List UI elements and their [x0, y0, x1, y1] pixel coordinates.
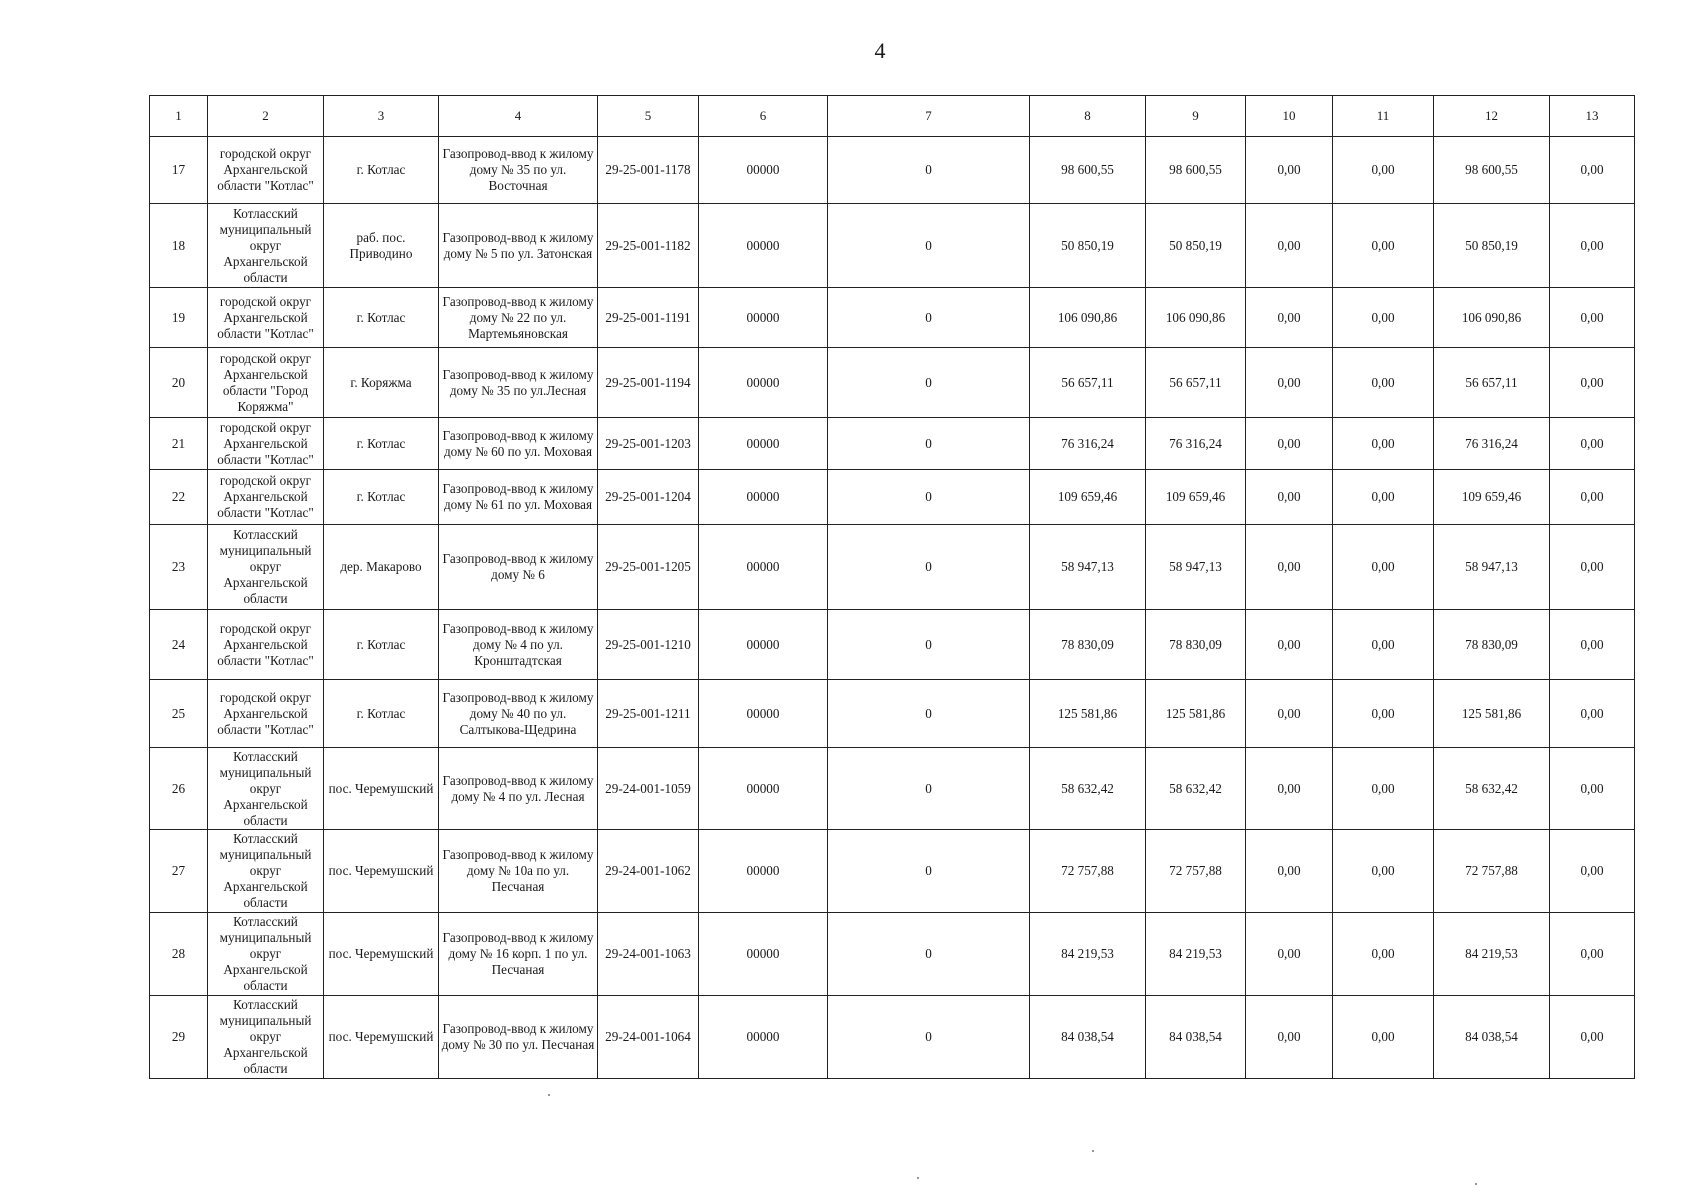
column-7-value-cell: 0 [828, 204, 1030, 288]
column-7-value-cell: 0 [828, 418, 1030, 470]
column-12-amount-cell: 84 038,54 [1434, 996, 1550, 1079]
municipality-cell: городской округ Архангельской области "Котлас" [208, 470, 324, 525]
code-00000-cell: 00000 [699, 748, 828, 830]
column-11-amount-cell: 0,00 [1333, 470, 1434, 525]
column-header-2: 2 [208, 96, 324, 137]
object-code-cell: 29-24-001-1059 [598, 748, 699, 830]
column-7-value-cell: 0 [828, 348, 1030, 418]
object-name-cell: Газопровод-ввод к жилому дому № 35 по ул.Лесная [439, 348, 598, 418]
object-code-cell: 29-25-001-1191 [598, 288, 699, 348]
object-code-cell: 29-25-001-1210 [598, 610, 699, 680]
column-9-amount-cell: 72 757,88 [1146, 830, 1246, 913]
column-number-row [150, 96, 1635, 137]
object-code-cell: 29-24-001-1064 [598, 996, 699, 1079]
column-11-amount-cell: 0,00 [1333, 204, 1434, 288]
column-12-amount-cell: 76 316,24 [1434, 418, 1550, 470]
column-header-7: 7 [828, 96, 1030, 137]
column-header-4: 4 [439, 96, 598, 137]
column-header-5: 5 [598, 96, 699, 137]
object-name-cell: Газопровод-ввод к жилому дому № 35 по ул. Восточная [439, 137, 598, 204]
column-9-amount-cell: 109 659,46 [1146, 470, 1246, 525]
column-13-amount-cell: 0,00 [1550, 680, 1635, 748]
code-00000-cell: 00000 [699, 137, 828, 204]
column-12-amount-cell: 109 659,46 [1434, 470, 1550, 525]
column-9-amount-cell: 56 657,11 [1146, 348, 1246, 418]
column-7-value-cell: 0 [828, 525, 1030, 610]
column-12-amount-cell: 50 850,19 [1434, 204, 1550, 288]
object-code-cell: 29-25-001-1178 [598, 137, 699, 204]
settlement-cell: раб. пос. Приводино [324, 204, 439, 288]
column-10-amount-cell: 0,00 [1246, 204, 1333, 288]
column-11-amount-cell: 0,00 [1333, 418, 1434, 470]
row-number-cell: 17 [150, 137, 208, 204]
object-code-cell: 29-25-001-1203 [598, 418, 699, 470]
table-row [150, 288, 1635, 348]
row-number-cell: 21 [150, 418, 208, 470]
column-12-amount-cell: 125 581,86 [1434, 680, 1550, 748]
column-10-amount-cell: 0,00 [1246, 680, 1333, 748]
scan-speck [548, 1094, 550, 1096]
object-name-cell: Газопровод-ввод к жилому дому № 6 [439, 525, 598, 610]
column-13-amount-cell: 0,00 [1550, 418, 1635, 470]
code-00000-cell: 00000 [699, 610, 828, 680]
municipality-cell: городской округ Архангельской области "Котлас" [208, 610, 324, 680]
table-row [150, 525, 1635, 610]
row-number-cell: 20 [150, 348, 208, 418]
column-8-amount-cell: 76 316,24 [1030, 418, 1146, 470]
column-11-amount-cell: 0,00 [1333, 830, 1434, 913]
column-header-6: 6 [699, 96, 828, 137]
column-13-amount-cell: 0,00 [1550, 748, 1635, 830]
table-row [150, 470, 1635, 525]
column-8-amount-cell: 50 850,19 [1030, 204, 1146, 288]
row-number-cell: 25 [150, 680, 208, 748]
column-12-amount-cell: 78 830,09 [1434, 610, 1550, 680]
column-9-amount-cell: 106 090,86 [1146, 288, 1246, 348]
column-header-8: 8 [1030, 96, 1146, 137]
municipality-cell: Котласский муниципальный округ Архангельской области [208, 525, 324, 610]
column-12-amount-cell: 58 947,13 [1434, 525, 1550, 610]
column-8-amount-cell: 98 600,55 [1030, 137, 1146, 204]
scan-speck [917, 1177, 919, 1179]
column-header-13: 13 [1550, 96, 1635, 137]
code-00000-cell: 00000 [699, 418, 828, 470]
object-code-cell: 29-24-001-1063 [598, 913, 699, 996]
column-7-value-cell: 0 [828, 830, 1030, 913]
column-header-9: 9 [1146, 96, 1246, 137]
table-row [150, 137, 1635, 204]
table-body [150, 137, 1635, 1079]
column-header-1: 1 [150, 96, 208, 137]
column-header-11: 11 [1333, 96, 1434, 137]
column-11-amount-cell: 0,00 [1333, 610, 1434, 680]
code-00000-cell: 00000 [699, 470, 828, 525]
table-row [150, 204, 1635, 288]
column-10-amount-cell: 0,00 [1246, 748, 1333, 830]
column-8-amount-cell: 84 219,53 [1030, 913, 1146, 996]
object-name-cell: Газопровод-ввод к жилому дому № 4 по ул. Лесная [439, 748, 598, 830]
column-10-amount-cell: 0,00 [1246, 348, 1333, 418]
code-00000-cell: 00000 [699, 996, 828, 1079]
table-header [150, 96, 1635, 137]
column-8-amount-cell: 56 657,11 [1030, 348, 1146, 418]
table-row [150, 913, 1635, 996]
column-10-amount-cell: 0,00 [1246, 830, 1333, 913]
municipality-cell: городской округ Архангельской области "Котлас" [208, 137, 324, 204]
row-number-cell: 29 [150, 996, 208, 1079]
column-9-amount-cell: 50 850,19 [1146, 204, 1246, 288]
settlement-cell: г. Котлас [324, 288, 439, 348]
object-name-cell: Газопровод-ввод к жилому дому № 60 по ул. Моховая [439, 418, 598, 470]
scan-speck [1475, 1183, 1477, 1185]
column-8-amount-cell: 72 757,88 [1030, 830, 1146, 913]
municipality-cell: городской округ Архангельской области "Котлас" [208, 288, 324, 348]
column-7-value-cell: 0 [828, 748, 1030, 830]
column-12-amount-cell: 84 219,53 [1434, 913, 1550, 996]
settlement-cell: г. Котлас [324, 680, 439, 748]
settlement-cell: г. Коряжма [324, 348, 439, 418]
column-11-amount-cell: 0,00 [1333, 996, 1434, 1079]
municipality-cell: Котласский муниципальный округ Архангельской области [208, 748, 324, 830]
settlement-cell: г. Котлас [324, 610, 439, 680]
column-7-value-cell: 0 [828, 610, 1030, 680]
municipality-cell: Котласский муниципальный округ Архангельской области [208, 996, 324, 1079]
row-number-cell: 28 [150, 913, 208, 996]
municipality-cell: Котласский муниципальный округ Архангельской области [208, 204, 324, 288]
code-00000-cell: 00000 [699, 288, 828, 348]
object-name-cell: Газопровод-ввод к жилому дому № 5 по ул. Затонская [439, 204, 598, 288]
settlement-cell: дер. Макарово [324, 525, 439, 610]
code-00000-cell: 00000 [699, 204, 828, 288]
column-8-amount-cell: 109 659,46 [1030, 470, 1146, 525]
code-00000-cell: 00000 [699, 830, 828, 913]
column-12-amount-cell: 58 632,42 [1434, 748, 1550, 830]
column-10-amount-cell: 0,00 [1246, 913, 1333, 996]
object-code-cell: 29-25-001-1182 [598, 204, 699, 288]
settlement-cell: пос. Черемушский [324, 913, 439, 996]
column-8-amount-cell: 58 947,13 [1030, 525, 1146, 610]
column-12-amount-cell: 106 090,86 [1434, 288, 1550, 348]
table-row [150, 748, 1635, 830]
column-8-amount-cell: 78 830,09 [1030, 610, 1146, 680]
column-10-amount-cell: 0,00 [1246, 470, 1333, 525]
object-name-cell: Газопровод-ввод к жилому дому № 10а по ул. Песчаная [439, 830, 598, 913]
column-7-value-cell: 0 [828, 288, 1030, 348]
table-row [150, 348, 1635, 418]
column-13-amount-cell: 0,00 [1550, 137, 1635, 204]
column-11-amount-cell: 0,00 [1333, 137, 1434, 204]
table-row [150, 996, 1635, 1079]
row-number-cell: 19 [150, 288, 208, 348]
column-10-amount-cell: 0,00 [1246, 996, 1333, 1079]
table-row [150, 680, 1635, 748]
column-11-amount-cell: 0,00 [1333, 913, 1434, 996]
settlement-cell: пос. Черемушский [324, 830, 439, 913]
column-8-amount-cell: 84 038,54 [1030, 996, 1146, 1079]
column-7-value-cell: 0 [828, 913, 1030, 996]
object-code-cell: 29-24-001-1062 [598, 830, 699, 913]
object-name-cell: Газопровод-ввод к жилому дому № 4 по ул. Кронштадтская [439, 610, 598, 680]
object-name-cell: Газопровод-ввод к жилому дому № 40 по ул. Салтыкова-Щедрина [439, 680, 598, 748]
row-number-cell: 27 [150, 830, 208, 913]
column-10-amount-cell: 0,00 [1246, 288, 1333, 348]
settlement-cell: г. Котлас [324, 470, 439, 525]
column-9-amount-cell: 98 600,55 [1146, 137, 1246, 204]
municipality-cell: Котласский муниципальный округ Архангельской области [208, 830, 324, 913]
settlement-cell: г. Котлас [324, 418, 439, 470]
column-7-value-cell: 0 [828, 996, 1030, 1079]
column-8-amount-cell: 58 632,42 [1030, 748, 1146, 830]
column-13-amount-cell: 0,00 [1550, 204, 1635, 288]
column-11-amount-cell: 0,00 [1333, 680, 1434, 748]
row-number-cell: 18 [150, 204, 208, 288]
column-9-amount-cell: 76 316,24 [1146, 418, 1246, 470]
column-13-amount-cell: 0,00 [1550, 996, 1635, 1079]
row-number-cell: 22 [150, 470, 208, 525]
column-10-amount-cell: 0,00 [1246, 418, 1333, 470]
object-name-cell: Газопровод-ввод к жилому дому № 22 по ул. Мартемьяновская [439, 288, 598, 348]
column-12-amount-cell: 98 600,55 [1434, 137, 1550, 204]
municipality-cell: городской округ Архангельской области "Город Коряжма" [208, 348, 324, 418]
column-9-amount-cell: 58 632,42 [1146, 748, 1246, 830]
object-code-cell: 29-25-001-1194 [598, 348, 699, 418]
column-12-amount-cell: 56 657,11 [1434, 348, 1550, 418]
settlement-cell: г. Котлас [324, 137, 439, 204]
municipality-cell: городской округ Архангельской области "Котлас" [208, 418, 324, 470]
column-12-amount-cell: 72 757,88 [1434, 830, 1550, 913]
column-10-amount-cell: 0,00 [1246, 610, 1333, 680]
column-11-amount-cell: 0,00 [1333, 348, 1434, 418]
column-header-3: 3 [324, 96, 439, 137]
code-00000-cell: 00000 [699, 348, 828, 418]
column-11-amount-cell: 0,00 [1333, 288, 1434, 348]
register-table [149, 95, 1635, 1079]
column-13-amount-cell: 0,00 [1550, 610, 1635, 680]
table-row [150, 610, 1635, 680]
row-number-cell: 23 [150, 525, 208, 610]
table-row [150, 418, 1635, 470]
column-13-amount-cell: 0,00 [1550, 913, 1635, 996]
column-11-amount-cell: 0,00 [1333, 525, 1434, 610]
column-10-amount-cell: 0,00 [1246, 525, 1333, 610]
column-13-amount-cell: 0,00 [1550, 470, 1635, 525]
column-9-amount-cell: 84 038,54 [1146, 996, 1246, 1079]
column-8-amount-cell: 125 581,86 [1030, 680, 1146, 748]
object-name-cell: Газопровод-ввод к жилому дому № 30 по ул. Песчаная [439, 996, 598, 1079]
column-9-amount-cell: 84 219,53 [1146, 913, 1246, 996]
column-13-amount-cell: 0,00 [1550, 830, 1635, 913]
column-header-10: 10 [1246, 96, 1333, 137]
municipality-cell: городской округ Архангельской области "Котлас" [208, 680, 324, 748]
column-10-amount-cell: 0,00 [1246, 137, 1333, 204]
row-number-cell: 24 [150, 610, 208, 680]
column-13-amount-cell: 0,00 [1550, 348, 1635, 418]
column-8-amount-cell: 106 090,86 [1030, 288, 1146, 348]
object-code-cell: 29-25-001-1204 [598, 470, 699, 525]
row-number-cell: 26 [150, 748, 208, 830]
object-name-cell: Газопровод-ввод к жилому дому № 16 корп. 1 по ул. Песчаная [439, 913, 598, 996]
column-11-amount-cell: 0,00 [1333, 748, 1434, 830]
page-number: 4 [874, 38, 886, 63]
column-7-value-cell: 0 [828, 470, 1030, 525]
code-00000-cell: 00000 [699, 680, 828, 748]
settlement-cell: пос. Черемушский [324, 996, 439, 1079]
code-00000-cell: 00000 [699, 525, 828, 610]
object-code-cell: 29-25-001-1211 [598, 680, 699, 748]
column-7-value-cell: 0 [828, 137, 1030, 204]
code-00000-cell: 00000 [699, 913, 828, 996]
settlement-cell: пос. Черемушский [324, 748, 439, 830]
column-9-amount-cell: 125 581,86 [1146, 680, 1246, 748]
table-row [150, 830, 1635, 913]
column-7-value-cell: 0 [828, 680, 1030, 748]
column-header-12: 12 [1434, 96, 1550, 137]
column-13-amount-cell: 0,00 [1550, 288, 1635, 348]
scan-speck [1092, 1150, 1094, 1152]
object-name-cell: Газопровод-ввод к жилому дому № 61 по ул. Моховая [439, 470, 598, 525]
column-9-amount-cell: 58 947,13 [1146, 525, 1246, 610]
column-9-amount-cell: 78 830,09 [1146, 610, 1246, 680]
column-13-amount-cell: 0,00 [1550, 525, 1635, 610]
municipality-cell: Котласский муниципальный округ Архангельской области [208, 913, 324, 996]
object-code-cell: 29-25-001-1205 [598, 525, 699, 610]
